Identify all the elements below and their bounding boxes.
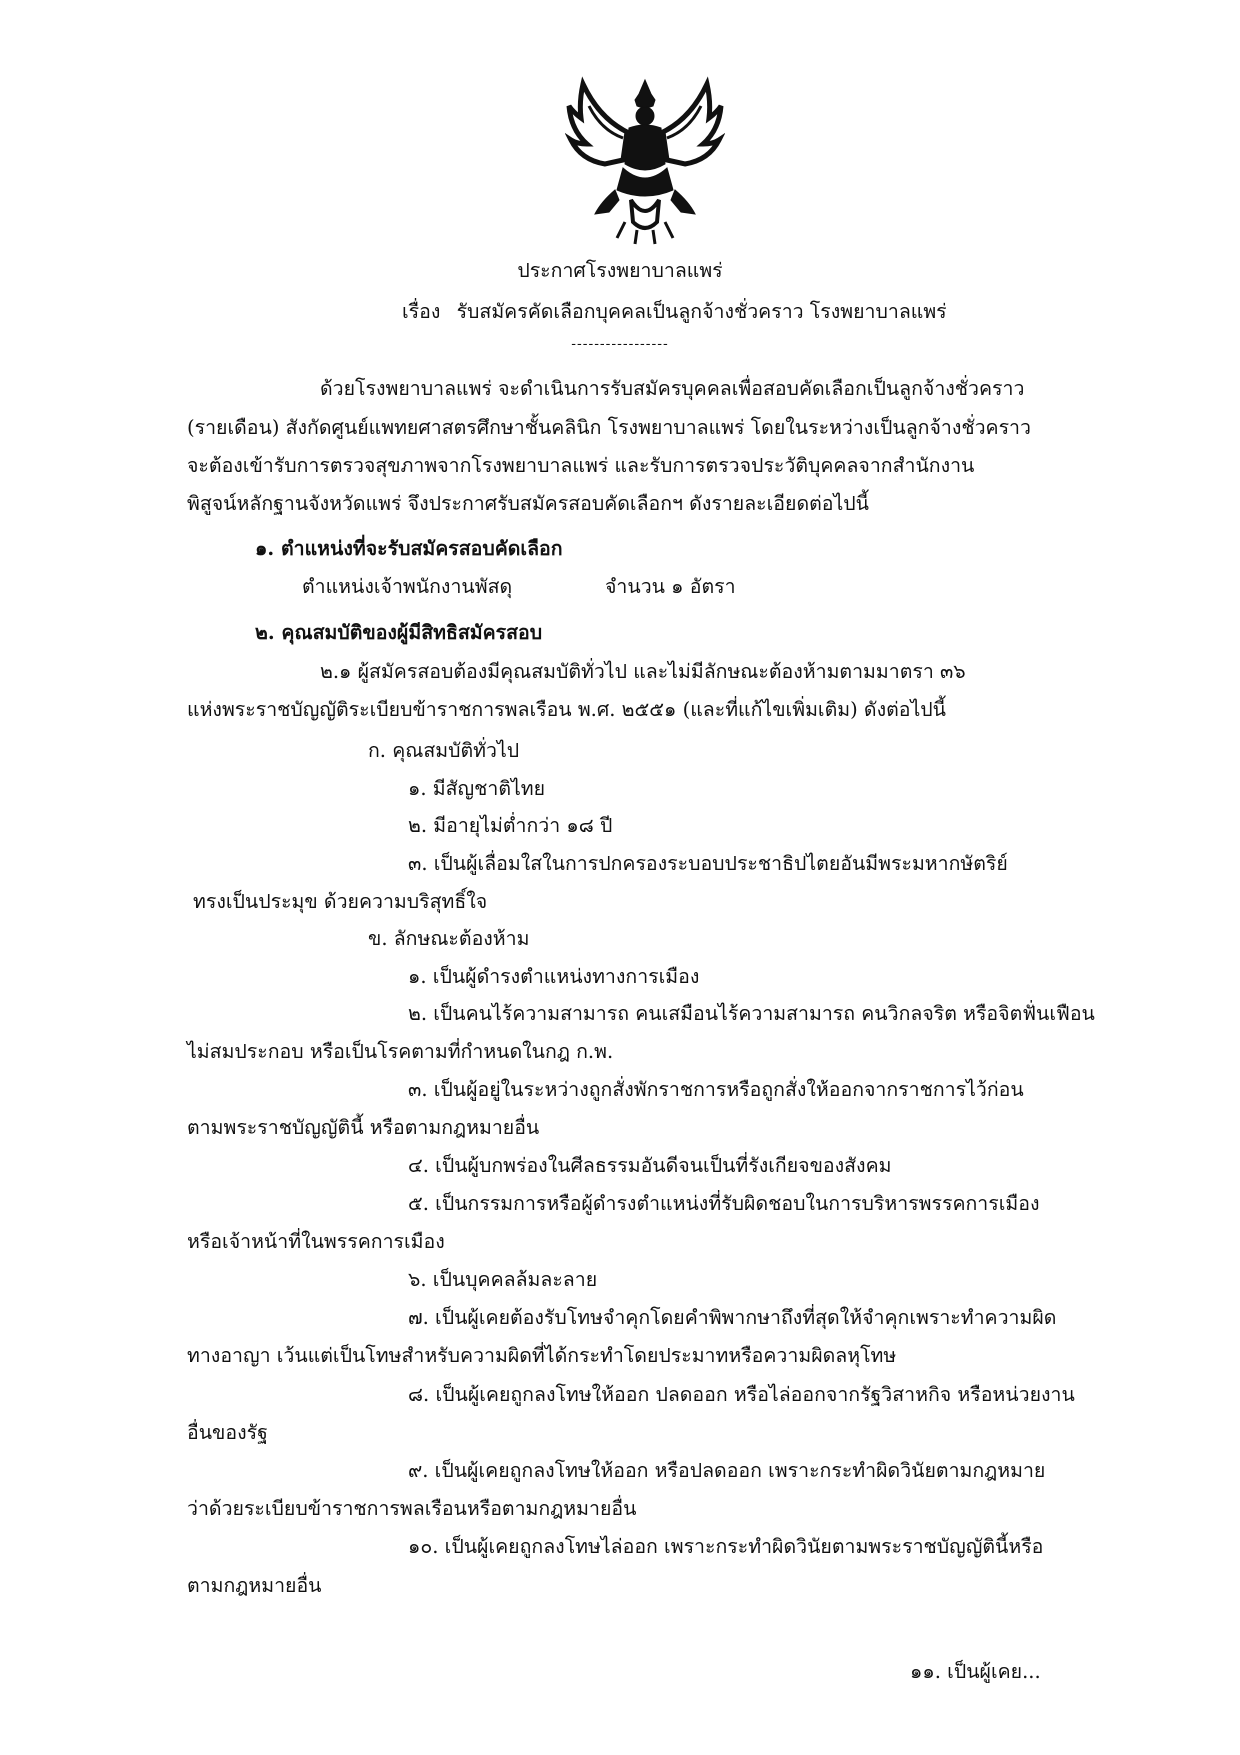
garuda-emblem-icon: [565, 72, 725, 247]
prohibited-item-2-cont: ไม่สมประกอบ หรือเป็นโรคตามที่กำหนดในกฎ ก.พ.: [187, 1040, 614, 1063]
prohibited-item-7-cont: ทางอาญา เว้นแต่เป็นโทษสำหรับความผิดที่ได้กระทำโดยประมาทหรือความผิดลหุโทษ: [187, 1344, 897, 1367]
position-quantity: จำนวน ๑ อัตรา: [605, 575, 736, 598]
document-title: ประกาศโรงพยาบาลแพร่: [517, 259, 723, 282]
intro-line-4: พิสูจน์หลักฐานจังหวัดแพร่ จึงประกาศรับสมัครสอบคัดเลือกฯ ดังรายละเอียดต่อไปนี้: [187, 492, 869, 515]
general-heading: ก. คุณสมบัติทั่วไป: [368, 739, 520, 762]
intro-line-1: ด้วยโรงพยาบาลแพร่ จะดำเนินการรับสมัครบุคคลเพื่อสอบคัดเลือกเป็นลูกจ้างชั่วคราว: [320, 377, 1025, 400]
general-item-3-cont: ทรงเป็นประมุข ด้วยความบริสุทธิ์ใจ: [193, 890, 488, 913]
prohibited-item-8: ๘. เป็นผู้เคยถูกลงโทษให้ออก ปลดออก หรือไล่ออกจากรัฐวิสาหกิจ หรือหน่วยงาน: [408, 1383, 1075, 1406]
prohibited-item-2: ๒. เป็นคนไร้ความสามารถ คนเสมือนไร้ความสามารถ คนวิกลจริต หรือจิตฟั่นเฟือน: [408, 1002, 1095, 1025]
general-item-3: ๓. เป็นผู้เลื่อมใสในการปกครองระบอบประชาธิปไตยอันมีพระมหากษัตริย์: [408, 852, 1008, 875]
prohibited-item-5: ๕. เป็นกรรมการหรือผู้ดำรงตำแหน่งที่รับผิดชอบในการบริหารพรรคการเมือง: [408, 1192, 1040, 1215]
section2-heading: ๒. คุณสมบัติของผู้มีสิทธิสมัครสอบ: [255, 621, 543, 644]
section2-para-1: ๒.๑ ผู้สมัครสอบต้องมีคุณสมบัติทั่วไป และไม่มีลักษณะต้องห้ามตามมาตรา ๓๖: [320, 660, 966, 683]
general-item-1: ๑. มีสัญชาติไทย: [408, 777, 546, 800]
section2-para-2: แห่งพระราชบัญญัติระเบียบข้าราชการพลเรือน พ.ศ. ๒๕๕๑ (และที่แก้ไขเพิ่มเติม) ดังต่อไปนี้: [187, 698, 946, 721]
intro-line-3: จะต้องเข้ารับการตรวจสุขภาพจากโรงพยาบาลแพร่ และรับการตรวจประวัติบุคคลจากสำนักงาน: [187, 454, 975, 477]
prohibited-item-3-cont: ตามพระราชบัญญัตินี้ หรือตามกฎหมายอื่น: [187, 1116, 540, 1139]
general-item-2: ๒. มีอายุไม่ต่ำกว่า ๑๘ ปี: [408, 814, 613, 837]
subject-line: [402, 298, 947, 326]
page-continuation: ๑๑. เป็นผู้เคย...: [910, 1660, 1041, 1683]
prohibited-heading: ข. ลักษณะต้องห้าม: [368, 927, 530, 950]
prohibited-item-9-cont: ว่าด้วยระเบียบข้าราชการพลเรือนหรือตามกฎหมายอื่น: [187, 1497, 637, 1520]
subject-text: รับสมัครคัดเลือกบุคคลเป็นลูกจ้างชั่วคราว โรงพยาบาลแพร่: [456, 300, 947, 323]
header-divider: -----------------: [571, 336, 669, 352]
section1-heading: ๑. ตำแหน่งที่จะรับสมัครสอบคัดเลือก: [255, 537, 563, 560]
subject-label: เรื่อง: [402, 300, 441, 323]
prohibited-item-1: ๑. เป็นผู้ดำรงตำแหน่งทางการเมือง: [408, 965, 700, 988]
prohibited-item-10: ๑๐. เป็นผู้เคยถูกลงโทษไล่ออก เพราะกระทำผิดวินัยตามพระราชบัญญัตินี้หรือ: [408, 1535, 1044, 1558]
prohibited-item-9: ๙. เป็นผู้เคยถูกลงโทษให้ออก หรือปลดออก เพราะกระทำผิดวินัยตามกฎหมาย: [408, 1459, 1046, 1482]
intro-line-2: (รายเดือน) สังกัดศูนย์แพทยศาสตรศึกษาชั้นคลินิก โรงพยาบาลแพร่ โดยในระหว่างเป็นลูกจ้างชั่วคราว: [187, 416, 1031, 439]
prohibited-item-5-cont: หรือเจ้าหน้าที่ในพรรคการเมือง: [187, 1230, 445, 1253]
prohibited-item-10-cont: ตามกฎหมายอื่น: [187, 1574, 322, 1597]
prohibited-item-6: ๖. เป็นบุคคลล้มละลาย: [408, 1268, 598, 1291]
prohibited-item-8-cont: อื่นของรัฐ: [187, 1421, 268, 1444]
prohibited-item-7: ๗. เป็นผู้เคยต้องรับโทษจำคุกโดยคำพิพากษาถึงที่สุดให้จำคุกเพราะทำความผิด: [408, 1306, 1057, 1329]
prohibited-item-4: ๔. เป็นผู้บกพร่องในศีลธรรมอันดีจนเป็นที่รังเกียจของสังคม: [408, 1154, 892, 1177]
prohibited-item-3: ๓. เป็นผู้อยู่ในระหว่างถูกสั่งพักราชการหรือถูกสั่งให้ออกจากราชการไว้ก่อน: [408, 1078, 1024, 1101]
position-name: ตำแหน่งเจ้าพนักงานพัสดุ: [302, 575, 513, 598]
